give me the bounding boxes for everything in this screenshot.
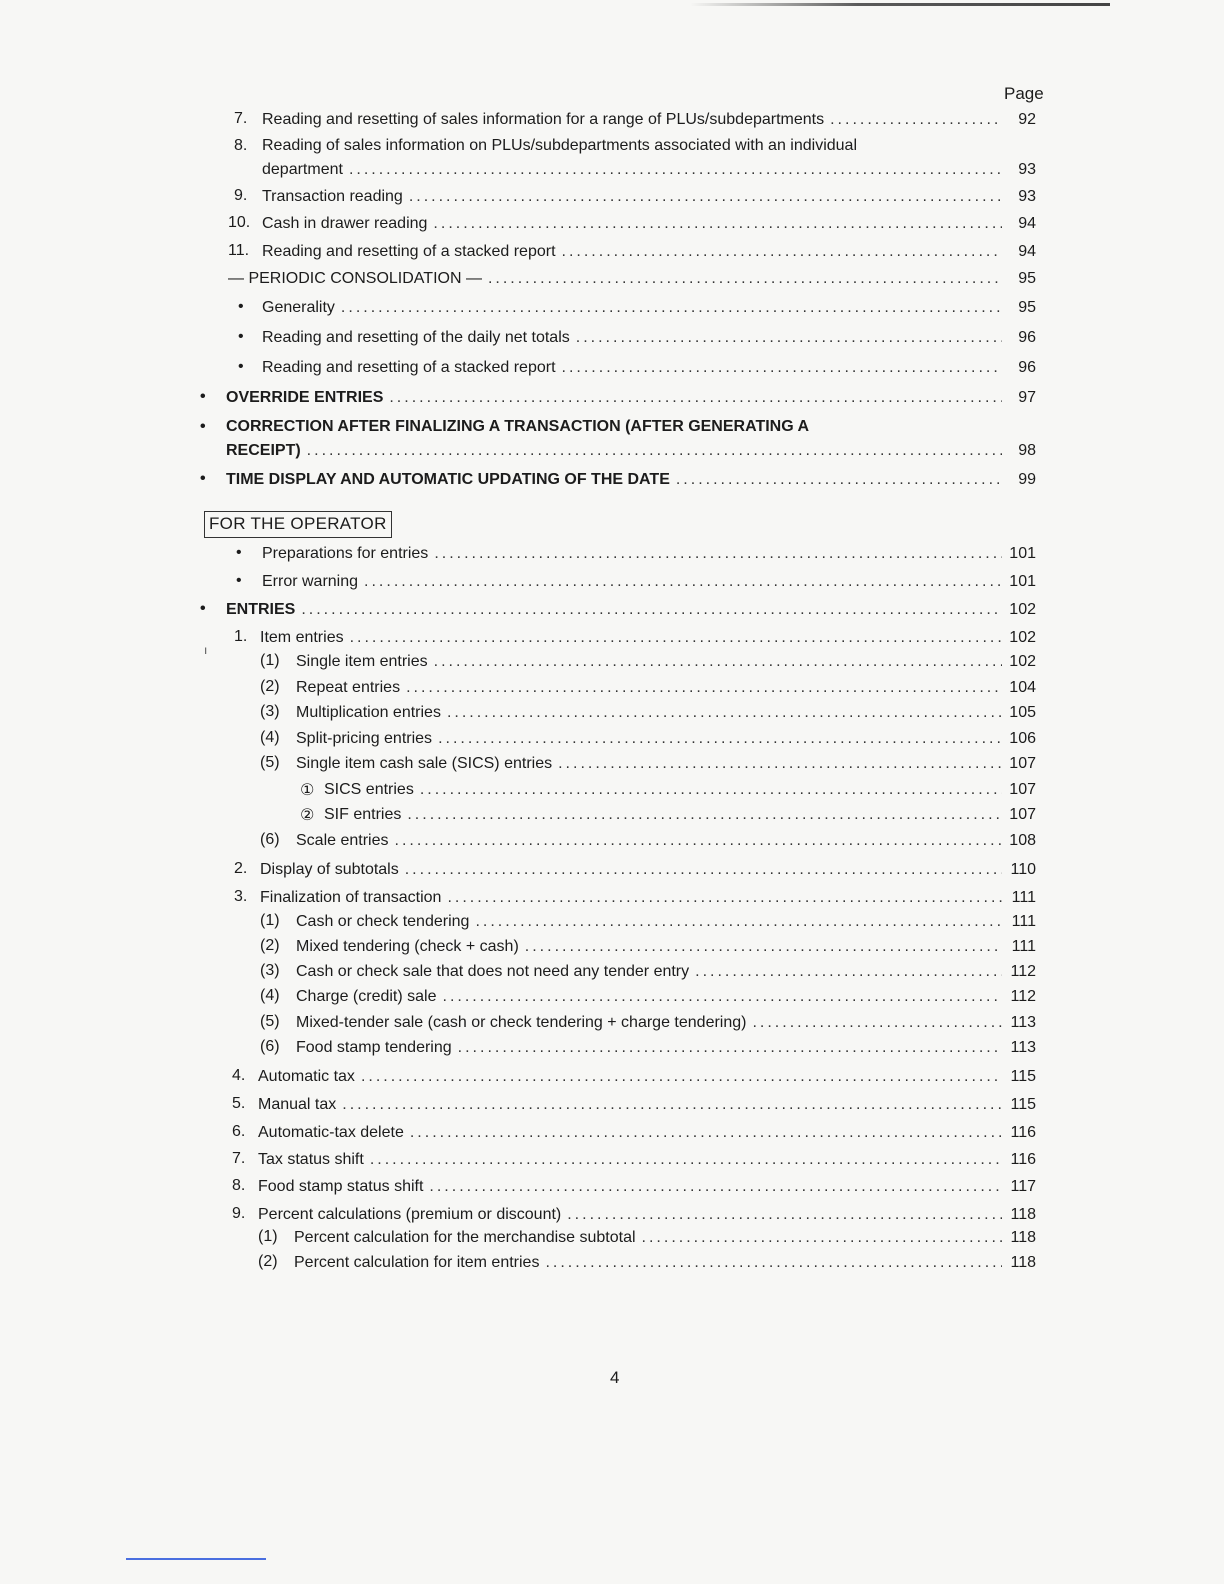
toc-entry-title: Automatic tax [258, 1068, 355, 1085]
toc-entry [262, 110, 1036, 130]
toc-entry [262, 328, 1036, 348]
dot-leader [361, 1067, 1002, 1087]
toc-entry-number: (2) [260, 937, 280, 954]
dot-leader [434, 652, 1002, 672]
toc-entry-page: 107 [1009, 781, 1036, 798]
section-box-for-the-operator: FOR THE OPERATOR [204, 511, 392, 538]
toc-entry-page: 107 [1009, 755, 1036, 772]
toc-entry [258, 1205, 1036, 1225]
toc-entry-title: Error warning [262, 573, 359, 590]
toc-entry-page: 110 [1010, 861, 1036, 878]
dot-leader [488, 269, 1002, 289]
dot-leader [405, 860, 1002, 880]
dot-leader [389, 388, 1002, 408]
toc-entry-number: • [200, 418, 206, 435]
toc-entry-page: 97 [1018, 389, 1036, 406]
dot-leader [752, 1013, 1002, 1033]
margin-mark: ı [204, 643, 208, 657]
toc-entry-title: Tax status shift [258, 1151, 364, 1168]
toc-entry-number: 11. [228, 242, 250, 259]
toc-entry [296, 678, 1036, 698]
toc-entry [296, 652, 1036, 672]
toc-entry-title: Mixed-tender sale (cash or check tendering + charge tendering) [296, 1014, 747, 1031]
toc-entry-number: • [238, 298, 244, 315]
toc-entry-title: SIF entries [324, 806, 402, 823]
toc-entry-page: 96 [1018, 329, 1036, 346]
toc-entry-page: 116 [1010, 1124, 1036, 1141]
toc-entry-title: Scale entries [296, 832, 389, 849]
dot-leader [447, 703, 1002, 723]
toc-entry [226, 388, 1036, 408]
dot-leader [433, 214, 1002, 234]
dot-leader [642, 1228, 1002, 1248]
toc-entry [226, 441, 1036, 461]
toc-entry [296, 703, 1036, 723]
toc-entry-page: 111 [1011, 938, 1036, 955]
toc-entry-number: (5) [260, 754, 280, 771]
toc-entry-number: 9. [234, 187, 248, 204]
toc-entry-number: (3) [260, 962, 280, 979]
toc-entry-page: 107 [1009, 806, 1036, 823]
dot-leader [830, 110, 1002, 130]
toc-entry-page: 96 [1018, 359, 1036, 376]
toc-entry-number: 7. [232, 1150, 246, 1167]
toc-entry-number: 5. [232, 1095, 246, 1112]
toc-entry-page: 92 [1018, 111, 1036, 128]
toc-entry-number: • [236, 572, 242, 589]
toc-entry-number: ② [300, 807, 315, 824]
toc-entry-number: 2. [234, 860, 248, 877]
toc-entry-number: 8. [232, 1177, 246, 1194]
toc-entry-number: 8. [234, 137, 248, 154]
toc-entry [296, 1013, 1036, 1033]
toc-entry-page: 99 [1018, 471, 1036, 488]
toc-entry-title: Food stamp tendering [296, 1039, 452, 1056]
toc-entry-title: Cash or check tendering [296, 913, 470, 930]
toc-entry-number: 3. [234, 888, 248, 905]
dot-leader [562, 242, 1002, 262]
toc-entry [258, 1067, 1036, 1087]
toc-entry-title: Automatic-tax delete [258, 1124, 404, 1141]
dot-leader [364, 572, 1002, 592]
toc-entry-title: Percent calculation for the merchandise subtotal [294, 1229, 636, 1246]
toc-entry-number: (1) [258, 1228, 278, 1245]
toc-entry-title: Repeat entries [296, 679, 401, 696]
toc-entry-title: Single item cash sale (SICS) entries [296, 755, 553, 772]
dot-leader [350, 628, 1002, 648]
toc-entry-number: 9. [232, 1205, 246, 1222]
dot-leader [341, 298, 1002, 318]
toc-entry-title: SICS entries [324, 781, 414, 798]
toc-entry-number: 4. [232, 1067, 246, 1084]
dot-leader [558, 754, 1002, 774]
dot-leader [443, 987, 1003, 1007]
toc-entry-number: (1) [260, 652, 280, 669]
toc-entry-title: OVERRIDE ENTRIES [226, 389, 384, 406]
toc-entry-number: 10. [228, 214, 251, 231]
toc-entry [324, 805, 1036, 825]
toc-entry-number: • [200, 600, 206, 617]
toc-entry-page: 98 [1018, 442, 1036, 459]
toc-entry [262, 214, 1036, 234]
toc-entry-number: (1) [260, 912, 280, 929]
toc-entry-number: (3) [260, 703, 280, 720]
toc-entry-number: (6) [260, 1038, 280, 1055]
toc-entry-title: Reading of sales information on PLUs/subdepartments associated with an individual [262, 137, 858, 154]
toc-entry [296, 937, 1036, 957]
toc-entry-page: 105 [1009, 704, 1036, 721]
toc-entry-title: Display of subtotals [260, 861, 399, 878]
toc-entry-title: Preparations for entries [262, 545, 429, 562]
dot-leader [567, 1205, 1002, 1225]
toc-entry-number: (2) [260, 678, 280, 695]
toc-entry-number: • [238, 328, 244, 345]
dot-leader [342, 1095, 1002, 1115]
dot-leader [429, 1177, 1002, 1197]
toc-entry-title: Cash or check sale that does not need any tender entry [296, 963, 690, 980]
toc-entry-page: 108 [1009, 832, 1036, 849]
toc-entry-page: 102 [1009, 629, 1036, 646]
toc-entry [262, 298, 1036, 318]
dot-leader [407, 805, 1002, 825]
toc-entry-number: (5) [260, 1013, 280, 1030]
dot-leader [307, 441, 1002, 461]
dot-leader [695, 962, 1002, 982]
toc-entry-title-continued: department [262, 161, 343, 178]
toc-entry-page: 112 [1010, 988, 1036, 1005]
toc-entry-page: 94 [1018, 243, 1036, 260]
toc-entry-title: Reading and resetting of the daily net totals [262, 329, 570, 346]
toc-entry-page: 116 [1010, 1151, 1036, 1168]
toc-entry-page: 113 [1010, 1039, 1036, 1056]
toc-entry [260, 628, 1036, 648]
toc-entry-title: Transaction reading [262, 188, 403, 205]
toc-entry-page: 118 [1010, 1254, 1036, 1271]
dot-leader [676, 470, 1002, 490]
toc-entry-title: Percent calculations (premium or discount) [258, 1206, 562, 1223]
dot-leader [434, 544, 1002, 564]
toc-entry [260, 860, 1036, 880]
toc-entry-page: 95 [1018, 299, 1036, 316]
toc-entry-page: 95 [1018, 270, 1036, 287]
toc-entry-number: (4) [260, 729, 280, 746]
dot-leader [545, 1253, 1002, 1273]
toc-entry [258, 1177, 1036, 1197]
toc-entry [296, 831, 1036, 851]
toc-entry-page: 102 [1009, 653, 1036, 670]
toc-entry [294, 1253, 1036, 1273]
toc-entry-title: Manual tax [258, 1096, 337, 1113]
toc-entry [258, 1095, 1036, 1115]
toc-entry-page: 118 [1010, 1206, 1036, 1223]
toc-entry-page: 115 [1010, 1068, 1036, 1085]
toc-entry-title: Generality [262, 299, 335, 316]
toc-entry [258, 1123, 1036, 1143]
toc-entry [296, 912, 1036, 932]
toc-entry-page: 101 [1009, 573, 1036, 590]
toc-entry [262, 187, 1036, 207]
toc-entry [262, 572, 1036, 592]
dot-leader [576, 328, 1002, 348]
toc-entry-number: • [236, 544, 242, 561]
dot-leader [525, 937, 1002, 957]
toc-entry-number: 6. [232, 1123, 246, 1140]
dot-leader [438, 729, 1002, 749]
toc-entry-title: Multiplication entries [296, 704, 441, 721]
toc-entry-title: Cash in drawer reading [262, 215, 428, 232]
toc-entry [262, 242, 1036, 262]
toc-entry-page: 102 [1009, 601, 1036, 618]
dot-leader [475, 912, 1002, 932]
toc-entry-title: CORRECTION AFTER FINALIZING A TRANSACTION (AFTER GENERATING A [226, 418, 810, 435]
toc-entry-title: Reading and resetting of a stacked report [262, 359, 556, 376]
toc-entry [258, 1150, 1036, 1170]
toc-entry-title: Item entries [260, 629, 344, 646]
dot-leader [406, 678, 1002, 698]
toc-entry-number: • [200, 388, 206, 405]
dot-leader [420, 780, 1002, 800]
toc-entry-page: 111 [1011, 889, 1036, 906]
toc-entry-page: 117 [1010, 1178, 1036, 1195]
dot-leader [447, 888, 1002, 908]
toc-entry-page: 115 [1010, 1096, 1036, 1113]
toc-entry [262, 160, 1036, 180]
page-number: 4 [610, 1368, 620, 1387]
toc-entry [226, 600, 1036, 620]
toc-entry-number: (6) [260, 831, 280, 848]
dot-leader [370, 1150, 1002, 1170]
toc-entry-title: Percent calculation for item entries [294, 1254, 540, 1271]
toc-entry-title: Charge (credit) sale [296, 988, 437, 1005]
toc-entry-page: 93 [1018, 161, 1036, 178]
toc-entry [262, 358, 1036, 378]
dot-leader [409, 187, 1002, 207]
toc-entry-number: ① [300, 782, 315, 799]
toc-entry-title: — PERIODIC CONSOLIDATION — [228, 270, 482, 287]
dot-leader [349, 160, 1002, 180]
page-column-heading: Page [1004, 84, 1044, 103]
toc-entry-page: 104 [1009, 679, 1036, 696]
toc-entry-title: Food stamp status shift [258, 1178, 424, 1195]
toc-entry [262, 544, 1036, 564]
toc-entry [296, 987, 1036, 1007]
toc-entry-page: 101 [1009, 545, 1036, 562]
toc-entry-number: • [238, 358, 244, 375]
toc-entry-number: (2) [258, 1253, 278, 1270]
toc-entry-title: Single item entries [296, 653, 428, 670]
toc-entry-page: 94 [1018, 215, 1036, 232]
toc-entry-number: 1. [234, 628, 248, 645]
toc-entry-title: Mixed tendering (check + cash) [296, 938, 519, 955]
toc-entry-title: TIME DISPLAY AND AUTOMATIC UPDATING OF THE DATE [226, 471, 670, 488]
toc-entry-page: 118 [1010, 1229, 1036, 1246]
dot-leader [562, 358, 1002, 378]
toc-entry-number: • [200, 470, 206, 487]
toc-entry [296, 962, 1036, 982]
toc-entry-title: Finalization of transaction [260, 889, 442, 906]
toc-entry [296, 729, 1036, 749]
toc-entry [296, 754, 1036, 774]
dot-leader [395, 831, 1003, 851]
toc-entry-number: 7. [234, 110, 248, 127]
toc-entry-number: (4) [260, 987, 280, 1004]
toc-entry-title: Split-pricing entries [296, 730, 433, 747]
scan-artifact-line [126, 1558, 266, 1560]
toc-entry [260, 888, 1036, 908]
toc-entry-page: 111 [1011, 913, 1036, 930]
toc-entry [294, 1228, 1036, 1248]
toc-entry-title: Reading and resetting of a stacked report [262, 243, 556, 260]
toc-entry [228, 269, 1036, 289]
toc-entry-title: ENTRIES [226, 601, 296, 618]
toc-entry-page: 93 [1018, 188, 1036, 205]
toc-entry-title: Reading and resetting of sales information for a range of PLUs/subdepartments [262, 111, 825, 128]
toc-entry [226, 470, 1036, 490]
toc-entry-title-continued: RECEIPT) [226, 442, 301, 459]
dot-leader [301, 600, 1002, 620]
toc-entry-page: 106 [1009, 730, 1036, 747]
toc-entry-page: 112 [1010, 963, 1036, 980]
dot-leader [410, 1123, 1002, 1143]
toc-entry [296, 1038, 1036, 1058]
toc-entry [324, 780, 1036, 800]
toc-entry-page: 113 [1010, 1014, 1036, 1031]
dot-leader [458, 1038, 1002, 1058]
